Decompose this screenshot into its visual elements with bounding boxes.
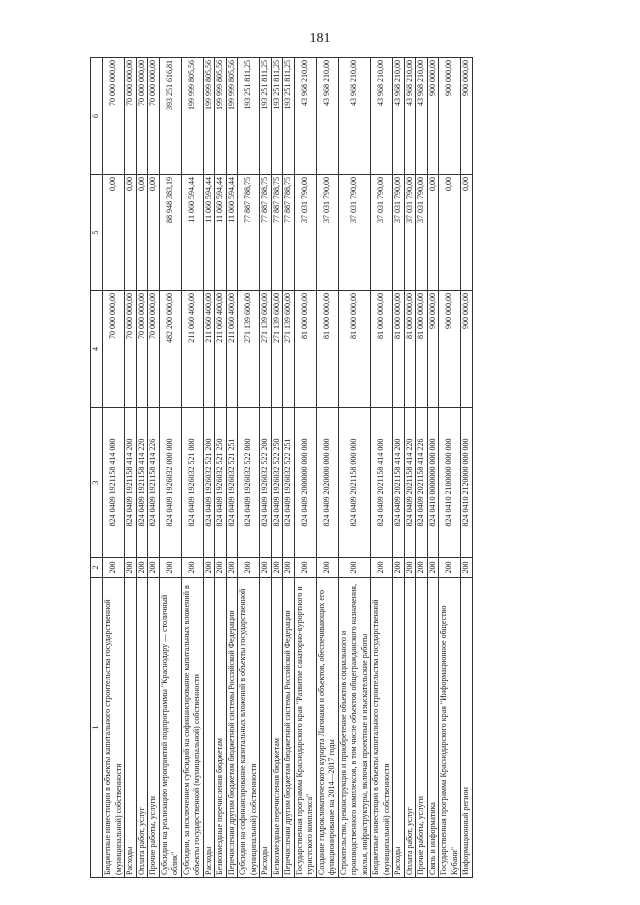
row-approved: 271 139 600,00 — [260, 291, 272, 408]
row-executed: 37 031 790,00 — [316, 175, 338, 291]
row-executed: 37 031 790,00 — [416, 175, 428, 291]
header-col-4: 4 — [91, 291, 103, 408]
row-executed: 37 031 790,00 — [371, 175, 393, 291]
table-row — [125, 58, 137, 878]
row-unexecuted: 70 000 000,00 — [136, 58, 148, 175]
row-name: Бюджетные инвестиции в объекты капитального строительства государственной (муниципальной) собственности — [371, 578, 393, 878]
header-col-1: 1 — [91, 578, 103, 878]
row-approved: 70 000 000,00 — [148, 291, 160, 408]
row-col2: 200 — [294, 558, 316, 578]
row-col2: 200 — [439, 558, 461, 578]
row-col2: 200 — [159, 558, 181, 578]
row-executed: 77 887 788,75 — [238, 175, 260, 291]
row-name: Информационный регион — [461, 578, 473, 878]
row-unexecuted: 43 968 210,00 — [371, 58, 393, 175]
row-unexecuted: 900 000,00 — [439, 58, 461, 175]
row-name: Субсидии на реализацию мероприятий подпрограммы "Краснодару — столичный облик" — [159, 578, 181, 878]
row-code: 824 0409 1921158 414 220 — [136, 408, 148, 558]
row-code: 824 0410 2120000 000 000 — [461, 408, 473, 558]
row-executed: 0,00 — [461, 175, 473, 291]
table-row — [181, 58, 203, 878]
row-executed: 77 887 788,75 — [283, 175, 295, 291]
row-approved: 81 000 000,00 — [316, 291, 338, 408]
row-approved: 70 000 000,00 — [103, 291, 125, 408]
table-row — [294, 58, 316, 878]
table-row — [393, 58, 405, 878]
row-unexecuted: 193 251 811,25 — [283, 58, 295, 175]
table-row — [283, 58, 295, 878]
row-approved: 211 060 400,00 — [203, 291, 215, 408]
row-code: 824 0409 1926032 521 251 — [226, 408, 238, 558]
header-row — [91, 58, 103, 878]
table-row — [148, 58, 160, 878]
row-code: 824 0409 2021158 414 200 — [393, 408, 405, 558]
row-col2: 200 — [260, 558, 272, 578]
row-code: 824 0409 1926032 522 000 — [238, 408, 260, 558]
row-approved: 81 000 000,00 — [294, 291, 316, 408]
row-name: Безвозмездные перечисления бюджетам — [215, 578, 227, 878]
row-code: 824 0409 2000000 000 000 — [294, 408, 316, 558]
row-col2: 200 — [427, 558, 439, 578]
row-code: 824 0409 1926032 522 200 — [260, 408, 272, 558]
row-col2: 200 — [416, 558, 428, 578]
row-code: 824 0410 2100000 000 000 — [439, 408, 461, 558]
row-col2: 200 — [203, 558, 215, 578]
row-code: 824 0409 1921158 414 226 — [148, 408, 160, 558]
row-name: Расходы — [260, 578, 272, 878]
row-unexecuted: 43 968 210,00 — [294, 58, 316, 175]
table-row — [260, 58, 272, 878]
row-unexecuted: 393 251 616,81 — [159, 58, 181, 175]
row-col2: 200 — [283, 558, 295, 578]
row-name: Строительство, реконструкция и приобретение объектов социального и производственного комплексов, в том числе объектов общегражданского назначения, жилья, инфраструктуры, включая проектные и изыскательские работы — [338, 578, 371, 878]
row-executed: 37 031 790,00 — [294, 175, 316, 291]
row-approved: 211 060 400,00 — [181, 291, 203, 408]
header-col-2: 2 — [91, 558, 103, 578]
row-executed: 0,00 — [125, 175, 137, 291]
row-name: Государственная программа Краснодарского края "Информационное общество Кубани" — [439, 578, 461, 878]
row-col2: 200 — [338, 558, 371, 578]
row-unexecuted: 43 968 210,00 — [316, 58, 338, 175]
row-code: 824 0409 2021158 414 226 — [416, 408, 428, 558]
table-body — [103, 58, 473, 878]
row-col2: 200 — [238, 558, 260, 578]
row-code: 824 0409 1926032 521 000 — [181, 408, 203, 558]
row-col2: 200 — [148, 558, 160, 578]
row-unexecuted: 199 999 805,56 — [215, 58, 227, 175]
row-executed: 0,00 — [439, 175, 461, 291]
row-unexecuted: 193 251 811,25 — [271, 58, 283, 175]
table-row — [159, 58, 181, 878]
row-executed: 11 060 594,44 — [215, 175, 227, 291]
row-name: Бюджетные инвестиции в объекты капитального строительства государственной (муниципальной) собственности — [103, 578, 125, 878]
row-unexecuted: 43 968 210,00 — [393, 58, 405, 175]
table-row — [103, 58, 125, 878]
row-unexecuted: 70 000 000,00 — [148, 58, 160, 175]
row-executed: 11 060 594,44 — [203, 175, 215, 291]
header-col-6: 6 — [91, 58, 103, 175]
table-row — [461, 58, 473, 878]
row-col2: 200 — [461, 558, 473, 578]
table-row — [238, 58, 260, 878]
row-code: 824 0409 1921158 414 000 — [103, 408, 125, 558]
row-name: Оплата работ, услуг — [404, 578, 416, 878]
row-code: 824 0409 1926032 000 000 — [159, 408, 181, 558]
row-approved: 900 000,00 — [439, 291, 461, 408]
row-name: Связь и информатика — [427, 578, 439, 878]
row-name: Расходы — [125, 578, 137, 878]
row-executed: 0,00 — [103, 175, 125, 291]
table-header — [91, 58, 103, 878]
budget-table — [90, 57, 473, 878]
table-row — [203, 58, 215, 878]
row-unexecuted: 193 251 811,25 — [260, 58, 272, 175]
row-approved: 271 139 600,00 — [271, 291, 283, 408]
row-name: Безвозмездные перечисления бюджетам — [271, 578, 283, 878]
row-code: 824 0409 2021158 414 000 — [371, 408, 393, 558]
row-code: 824 0409 1926032 522 250 — [271, 408, 283, 558]
rotated-table-container — [90, 58, 540, 878]
row-unexecuted: 43 968 210,00 — [416, 58, 428, 175]
row-approved: 482 200 000,00 — [159, 291, 181, 408]
table-row — [271, 58, 283, 878]
table-row — [427, 58, 439, 878]
row-approved: 81 000 000,00 — [371, 291, 393, 408]
table-row — [371, 58, 393, 878]
row-unexecuted: 199 999 805,56 — [181, 58, 203, 175]
row-unexecuted: 43 968 210,00 — [404, 58, 416, 175]
row-name: Прочие работы, услуги — [416, 578, 428, 878]
row-approved: 81 000 000,00 — [393, 291, 405, 408]
row-name: Оплата работ, услуг — [136, 578, 148, 878]
row-executed: 77 887 788,75 — [271, 175, 283, 291]
row-col2: 200 — [271, 558, 283, 578]
row-approved: 70 000 000,00 — [136, 291, 148, 408]
row-executed: 37 031 790,00 — [338, 175, 371, 291]
row-executed: 0,00 — [148, 175, 160, 291]
row-unexecuted: 193 251 811,25 — [238, 58, 260, 175]
row-name: Создание гидроклиматического курорта Лагонаки и объектов, обеспечивающих его функционирование на 2014—2017 годы — [316, 578, 338, 878]
row-unexecuted: 900 000,00 — [427, 58, 439, 175]
row-approved: 70 000 000,00 — [125, 291, 137, 408]
row-code: 824 0410 0000000 000 000 — [427, 408, 439, 558]
table-row — [439, 58, 461, 878]
row-executed: 77 887 788,75 — [260, 175, 272, 291]
row-approved: 81 000 000,00 — [404, 291, 416, 408]
header-col-3: 3 — [91, 408, 103, 558]
row-unexecuted: 43 968 210,00 — [338, 58, 371, 175]
row-col2: 200 — [316, 558, 338, 578]
page-number: 181 — [309, 31, 331, 46]
row-name: Субсидии на софинансирование капитальных вложений в объекты государственной (муниципальной) собственности — [238, 578, 260, 878]
row-unexecuted: 900 000,00 — [461, 58, 473, 175]
row-col2: 200 — [103, 558, 125, 578]
row-executed: 37 031 790,00 — [404, 175, 416, 291]
row-executed: 11 060 594,44 — [226, 175, 238, 291]
table-row — [136, 58, 148, 878]
row-executed: 0,00 — [427, 175, 439, 291]
row-code: 824 0409 1926032 521 200 — [203, 408, 215, 558]
table-row — [316, 58, 338, 878]
row-code: 824 0409 2021158 000 000 — [338, 408, 371, 558]
row-name: Расходы — [393, 578, 405, 878]
row-col2: 200 — [136, 558, 148, 578]
row-executed: 88 948 383,19 — [159, 175, 181, 291]
row-approved: 271 139 600,00 — [238, 291, 260, 408]
row-col2: 200 — [181, 558, 203, 578]
row-approved: 900 000,00 — [427, 291, 439, 408]
row-name: Перечисления другим бюджетам бюджетной системы Российской Федерации — [283, 578, 295, 878]
row-col2: 200 — [215, 558, 227, 578]
row-unexecuted: 199 999 805,56 — [203, 58, 215, 175]
row-col2: 200 — [226, 558, 238, 578]
table-row — [338, 58, 371, 878]
row-unexecuted: 70 000 000,00 — [103, 58, 125, 175]
table-row — [226, 58, 238, 878]
row-code: 824 0409 1921158 414 200 — [125, 408, 137, 558]
row-executed: 11 060 594,44 — [181, 175, 203, 291]
row-approved: 900 000,00 — [461, 291, 473, 408]
row-col2: 200 — [404, 558, 416, 578]
row-code: 824 0409 1926032 521 250 — [215, 408, 227, 558]
row-approved: 81 000 000,00 — [416, 291, 428, 408]
row-col2: 200 — [371, 558, 393, 578]
row-col2: 200 — [393, 558, 405, 578]
header-col-5: 5 — [91, 175, 103, 291]
row-name: Расходы — [203, 578, 215, 878]
row-executed: 37 031 790,00 — [393, 175, 405, 291]
row-approved: 271 139 600,00 — [283, 291, 295, 408]
row-approved: 81 000 000,00 — [338, 291, 371, 408]
row-code: 824 0409 2020000 000 000 — [316, 408, 338, 558]
row-executed: 0,00 — [136, 175, 148, 291]
row-name: Прочие работы, услуги — [148, 578, 160, 878]
row-unexecuted: 70 000 000,00 — [125, 58, 137, 175]
row-name: Субсидии, за исключением субсидий на софинансирование капитальных вложений в объекты государственной (муниципальной) собственности — [181, 578, 203, 878]
row-col2: 200 — [125, 558, 137, 578]
row-approved: 211 060 400,00 — [226, 291, 238, 408]
table-row — [404, 58, 416, 878]
table-row — [416, 58, 428, 878]
row-approved: 211 060 400,00 — [215, 291, 227, 408]
row-unexecuted: 199 999 805,56 — [226, 58, 238, 175]
row-code: 824 0409 1926032 522 251 — [283, 408, 295, 558]
row-code: 824 0409 2021158 414 220 — [404, 408, 416, 558]
row-name: Государственная программа Краснодарского края "Развитие санаторно-курортного и туристского комплекса" — [294, 578, 316, 878]
row-name: Перечисления другим бюджетам бюджетной системы Российской Федерации — [226, 578, 238, 878]
table-row — [215, 58, 227, 878]
